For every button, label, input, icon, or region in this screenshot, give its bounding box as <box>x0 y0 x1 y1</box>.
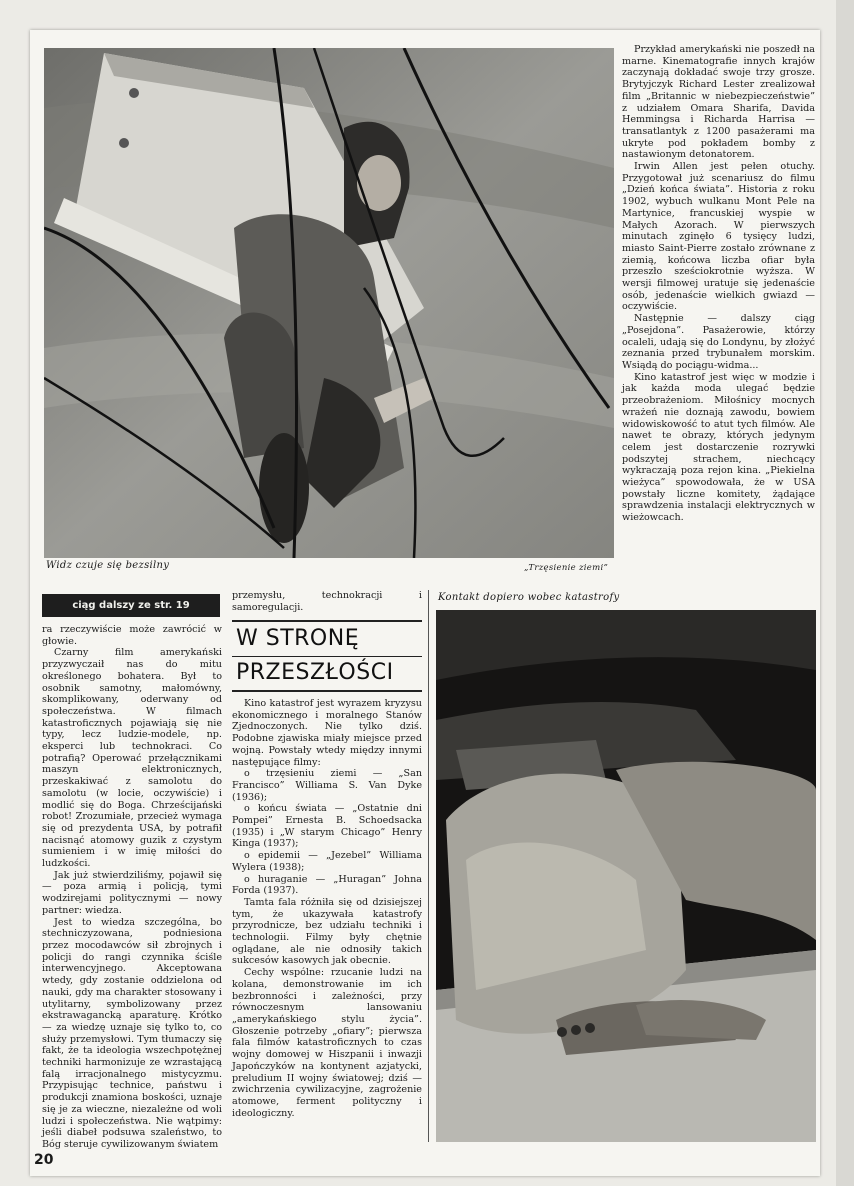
paragraph: przemysłu, technokracji i samoregulacji. <box>232 590 422 613</box>
headline-line-1: W STRONĘ <box>236 626 360 651</box>
paragraph: Irwin Allen jest pełen otuchy. Przygotował już scenariusz do filmu „Dzień końca świata”. Historia z roku 1902, wybuch wulkanu Mont Pele na Martynice, francuskiej wyspie w Małych Azorach. W pierwszych minutach zginęło 6 tysięcy ludzi, miasto Saint-Pierre zostało zrównane z ziemią, końcowa liczba ofiar była przeszło sześciokrotnie wyższa. W wersji filmowej uratuje się jedenaście osób, jedenaście wielkich gwiazd — oczywiście. <box>622 161 815 313</box>
headline-rule-middle <box>232 656 422 657</box>
paragraph: Przykład amerykański nie poszedł na marne. Kinematografie innych krajów zaczynają dokładać swoje trzy grosze. Brytyjczyk Richard Lester zrealizował film „Britannic w niebezpieczeństwie” z udziałem Omara Sharifa, Davida Hemmingsa i Richarda Harrisa — transatlantyk z 1200 pasażerami ma ukryte pod pokładem bomby z nastawionym detonatorem. <box>622 44 815 161</box>
middle-column-text <box>232 698 422 1119</box>
paragraph: Jak już stwierdziliśmy, pojawił się — poza armią i policją, tymi wodzirejami politycznymi — nowy partner: wiedza. <box>42 869 222 916</box>
headline-rule-bottom <box>232 690 422 692</box>
paragraph: o końcu świata — „Ostatnie dni Pompei” Ernesta B. Schoedsacka (1935) i „W starym Chicago” Henry Kinga (1937); <box>232 803 422 850</box>
left-column-text <box>42 624 222 1151</box>
top-photo-caption-left: Widz czuje się bezsilny <box>46 560 170 571</box>
paragraph: Następnie — dalszy ciąg „Posejdona”. Pasażerowie, którzy ocaleli, udają się do Londynu, by złożyć zeznania przed trybunałem morskim. Wsiądą do pociągu-widma... <box>622 313 815 371</box>
bottom-photo <box>436 610 816 1142</box>
paragraph: o huraganie — „Huragan” Johna Forda (1937). <box>232 873 422 897</box>
top-photo-caption-right: „Trzęsienie ziemi” <box>524 563 609 573</box>
page-edge <box>836 0 854 1186</box>
headline-rule-top <box>232 620 422 622</box>
paragraph: Tamta fala różniła się od dzisiejszej tym, że ukazywała katastrofy przyrodnicze, bez udziału techniki i technologii. Filmy były chętnie oglądane, ale nie odnosiły takich sukcesów kasowych jak obecnie. <box>232 896 422 967</box>
top-photo <box>44 48 614 558</box>
paragraph: Czarny film amerykański przyzwyczaił nas do mitu określonego bohatera. Był to osobnik samotny, małomówny, skomplikowany, oderwany od społeczeństwa. W filmach katastroficznych pojawiają się nie typy, lecz ludzie-modele, np. eksperci lub technokraci. Co potrafią? Operować przełącznikami maszyn elektronicznych, przeskakiwać z samolotu do samolotu (w locie, oczywiście) i modlić się do Boga. Chrześcijański robot! Zrozumiałe, przecież wymaga się od prezydenta USA, by potrafił nacisnąć atomowy guzik z czystym sumieniem i w imię miłości do ludzkości. <box>42 647 222 870</box>
paragraph: o epidemii — „Jezebel” Williama Wylera (1938); <box>232 850 422 873</box>
paragraph: Jest to wiedza szczególna, bo stechniczyzowana, podniesiona przez mocodawców sił zbrojnych i policji do rangi czynnika ściśle interwencyjnego. Akceptowana wtedy, gdy zostanie oddzielona od nauki, gdy ma charakter stosowany i utylitarny, symbolizowany przez ekstrawagancką aparaturę. Krótko — za wiedzę uznaje się tylko to, co służy przemysłowi. Tym tłumaczy się fakt, że ta ideologia wszechpotężnej techniki harmonizuje ze wzrastającą falą irracjonalnego mistycyzmu. Przypisując technice, państwu i produkcji znamiona boskości, uznaje się je za wieczne, niezależne od woli ludzi i społeczeństwa. Nie wątpimy: jeśli diabeł podsuwa szaleństwo, to Bóg steruje cywilizowanym światem <box>42 916 222 1150</box>
middle-column-top-text <box>232 590 422 613</box>
right-column-text <box>622 44 815 524</box>
paragraph: Cechy wspólne: rzucanie ludzi na kolana, demonstrowanie im ich bezbronności i zależności, przy równoczesnym lansowaniu „amerykańskiego stylu życia”. Głoszenie potrzeby „ofiary”; pierwsza fala filmów katastroficznych to czas wojny domowej w Hiszpanii i inwazji Japończyków na kontynent azjatycki, preludium II wojny światowej; dziś — zwichrzenia cywilizacyjne, zagrożenie atomowe, ferment polityczny i ideologiczny. <box>232 967 422 1119</box>
paragraph: ra rzeczywiście może zawrócić w głowie. <box>42 624 222 647</box>
continuation-banner: ciąg dalszy ze str. 19 <box>42 594 220 617</box>
paragraph: o trzęsieniu ziemi — „San Francisco” Williama S. Van Dyke (1936); <box>232 768 422 803</box>
paragraph: Kino katastrof jest wyrazem kryzysu ekonomicznego i moralnego Stanów Zjednoczonych. Nie tylko dziś. Podobne zjawiska miały miejsce przed wojną. Powstały wtedy między innymi następujące filmy: <box>232 698 422 768</box>
column-divider <box>428 590 429 1142</box>
page-number: 20 <box>34 1152 54 1168</box>
paragraph: Kino katastrof jest więc w modzie i jak każda moda ulegać będzie przeobrażeniom. Miłośnicy mocnych wrażeń nie doznają zawodu, bowiem widowiskowość to atut tych filmów. Ale nawet te obrazy, których jedynym celem jest dostarczenie rozrywki podszytej strachem, niechcący wykraczają poza rejon kina. „Piekielna wieżyca” spowodowała, że w USA powstały liczne komitety, żądające sprawdzenia instalacji elektrycznych w wieżowcach. <box>622 371 815 524</box>
bottom-photo-caption: Kontakt dopiero wobec katastrofy <box>438 592 620 603</box>
headline-line-2: PRZESZŁOŚCI <box>236 660 394 685</box>
